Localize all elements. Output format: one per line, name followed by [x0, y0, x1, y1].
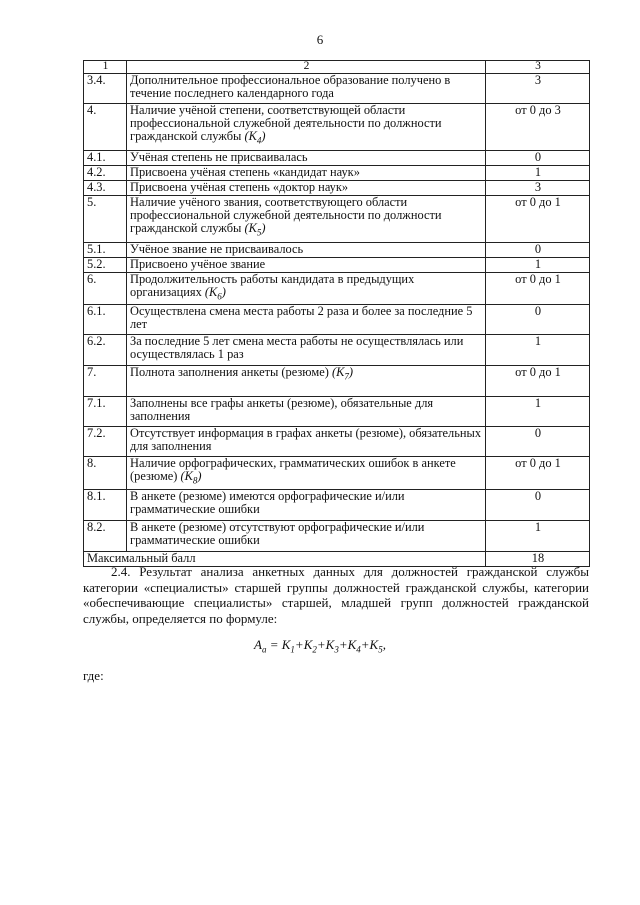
- row-criterion: Отсутствует информация в графах анкеты (резюме), обязательных для заполнения: [127, 427, 486, 457]
- table-row: [84, 196, 590, 243]
- page-number: 6: [316, 32, 324, 47]
- table-row: [84, 366, 590, 397]
- row-criterion: Полнота заполнения анкеты (резюме) $(K_7)$: [127, 366, 486, 397]
- row-score: 0: [486, 489, 590, 520]
- row-score: от 0 до 3: [486, 104, 590, 151]
- table-row: [84, 243, 590, 258]
- row-number: 5.2.: [84, 258, 127, 273]
- row-number: 4.2.: [84, 166, 127, 181]
- header-cell-2: 2: [127, 61, 486, 74]
- paragraph-2-4: 2.4. Результат анализа анкетных данных для должностей гражданской службы категории «специалисты» старшей группы должностей гражданской службы, категории «обеспечивающие специалисты» старшей, младшей групп должностей гражданской службы, определяется по формуле:: [83, 564, 589, 626]
- table-row: [84, 335, 590, 366]
- row-number: 7.: [84, 366, 127, 397]
- row-criterion: В анкете (резюме) имеются орфографические и/или грамматические ошибки: [127, 489, 486, 520]
- row-score: 3: [486, 74, 590, 104]
- table-header-row: [84, 61, 590, 74]
- row-criterion: Продолжительность работы кандидата в предыдущих организациях $(K_6)$: [127, 273, 486, 305]
- row-number: 4.1.: [84, 151, 127, 166]
- row-number: 6.: [84, 273, 127, 305]
- row-score: 0: [486, 305, 590, 335]
- row-criterion: Присвоено учёное звание: [127, 258, 486, 273]
- row-criterion: Наличие учёной степени, соответствующей области профессиональной служебной деятельности по должности гражданской службы $(K_4)$: [127, 104, 486, 151]
- header-cell-1: 1: [84, 61, 127, 74]
- row-number: 6.2.: [84, 335, 127, 366]
- row-criterion: За последние 5 лет смена места работы не осуществлялась или осуществлялась 1 раз: [127, 335, 486, 366]
- formula: $A_а = K_1+K_2+K_3+K_4+K_5$,: [254, 637, 386, 655]
- row-score: от 0 до 1: [486, 366, 590, 397]
- table-row: [84, 151, 590, 166]
- row-number: 7.2.: [84, 427, 127, 457]
- row-score: 1: [486, 166, 590, 181]
- total-label: Максимальный балл: [84, 551, 486, 566]
- row-criterion: В анкете (резюме) отсутствуют орфографические и/или грамматические ошибки: [127, 520, 486, 551]
- row-score: 1: [486, 397, 590, 427]
- row-score: 0: [486, 243, 590, 258]
- scoring-table: [83, 60, 590, 567]
- row-score: 1: [486, 258, 590, 273]
- row-criterion: Учёное звание не присваивалось: [127, 243, 486, 258]
- row-criterion: Наличие орфографических, грамматических ошибок в анкете (резюме) $(K_8)$: [127, 457, 486, 489]
- table-row: [84, 258, 590, 273]
- row-number: 4.: [84, 104, 127, 151]
- row-score: от 0 до 1: [486, 273, 590, 305]
- row-number: 8.: [84, 457, 127, 489]
- row-score: от 0 до 1: [486, 196, 590, 243]
- row-criterion: Присвоена учёная степень «доктор наук»: [127, 181, 486, 196]
- row-number: 8.1.: [84, 489, 127, 520]
- table-row: [84, 181, 590, 196]
- row-criterion: Заполнены все графы анкеты (резюме), обязательные для заполнения: [127, 397, 486, 427]
- row-number: 5.1.: [84, 243, 127, 258]
- row-criterion: Присвоена учёная степень «кандидат наук»: [127, 166, 486, 181]
- where-label: где:: [83, 668, 104, 683]
- table-row: [84, 166, 590, 181]
- row-criterion: Осуществлена смена места работы 2 раза и более за последние 5 лет: [127, 305, 486, 335]
- table-row: [84, 520, 590, 551]
- header-cell-3: 3: [486, 61, 590, 74]
- row-number: 3.4.: [84, 74, 127, 104]
- row-score: 0: [486, 151, 590, 166]
- row-score: 3: [486, 181, 590, 196]
- table-row: [84, 427, 590, 457]
- row-criterion: Учёная степень не присваивалась: [127, 151, 486, 166]
- total-value: 18: [486, 551, 590, 566]
- table-row: [84, 457, 590, 489]
- row-score: 1: [486, 335, 590, 366]
- row-number: 8.2.: [84, 520, 127, 551]
- row-number: 5.: [84, 196, 127, 243]
- row-score: 1: [486, 520, 590, 551]
- row-score: от 0 до 1: [486, 457, 590, 489]
- row-number: 4.3.: [84, 181, 127, 196]
- table-row: [84, 305, 590, 335]
- table-row: [84, 397, 590, 427]
- row-score: 0: [486, 427, 590, 457]
- table-row: [84, 489, 590, 520]
- table-row: [84, 273, 590, 305]
- row-criterion: Наличие учёного звания, соответствующего области профессиональной служебной деятельности по должности гражданской службы $(K_5)$: [127, 196, 486, 243]
- table-row: [84, 74, 590, 104]
- row-number: 6.1.: [84, 305, 127, 335]
- table-row: [84, 104, 590, 151]
- row-criterion: Дополнительное профессиональное образование получено в течение последнего календарного года: [127, 74, 486, 104]
- row-number: 7.1.: [84, 397, 127, 427]
